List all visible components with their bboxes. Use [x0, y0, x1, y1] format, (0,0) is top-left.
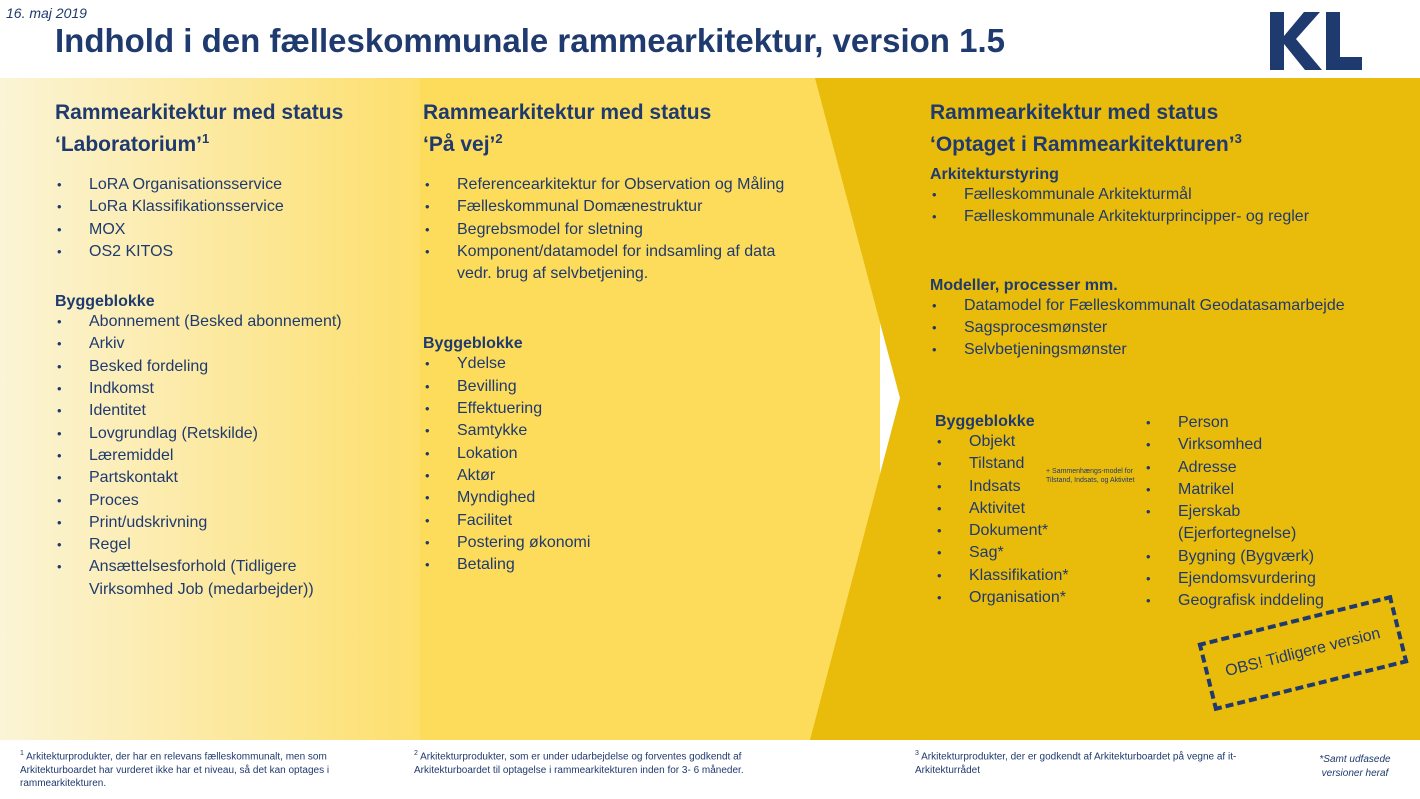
list-item: • Identitet — [55, 400, 395, 422]
list-item: • Aktivitet — [935, 498, 1145, 520]
column-optaget — [930, 100, 1410, 361]
list-item: • MOX — [55, 219, 395, 241]
list-item-continuation: vedr. brug af selvbetjening. — [457, 265, 649, 283]
list-item: • Indkomst — [55, 378, 395, 400]
list-item: • Sag* — [935, 542, 1145, 564]
optaget-byggeblokke-right — [1144, 412, 1414, 613]
list-item: • Selvbetjeningsmønster — [930, 339, 1410, 361]
list-item: • Organisation* — [935, 587, 1145, 609]
list-item: • Klassifikation* — [935, 565, 1145, 587]
list-item: • Fælleskommunal Domænestruktur — [423, 196, 843, 218]
list-item: • Bygning (Bygværk) — [1144, 546, 1414, 568]
column-laboratorium — [55, 100, 395, 601]
list-item: • Print/udskrivning — [55, 512, 395, 534]
byggeblokke-list — [935, 431, 1145, 609]
laboratorium-list — [55, 174, 395, 263]
list-item: • Facilitet — [423, 510, 843, 532]
list-item: • Sagsprocesmønster — [930, 317, 1410, 339]
byggeblokke-list — [55, 311, 395, 601]
list-item: • Arkiv — [55, 333, 395, 355]
list-item: • Fælleskommunale Arkitekturprincipper- og regler — [930, 206, 1410, 228]
list-item: • Virksomhed — [1144, 434, 1414, 456]
column-heading: Rammearkitektur med status ‘Laboratorium’$^1$ — [55, 101, 344, 156]
byggeblokke-title: Byggeblokke — [55, 293, 155, 311]
column-paa-vej — [423, 100, 843, 576]
list-item: • Geografisk inddeling — [1144, 590, 1414, 612]
byggeblokke-list — [1144, 412, 1414, 613]
list-item: • LoRA Organisationsservice — [55, 174, 395, 196]
list-item: • Myndighed — [423, 487, 843, 509]
list-item: • Ansættelsesforhold (Tidligere — [55, 556, 395, 578]
list-item: • OS2 KITOS — [55, 241, 395, 263]
list-item: • Abonnement (Besked abonnement) — [55, 311, 395, 333]
list-item: • Objekt — [935, 431, 1145, 453]
list-item: • Betaling — [423, 554, 843, 576]
list-item: • Matrikel — [1144, 479, 1414, 501]
list-item: • Begrebsmodel for sletning — [423, 219, 843, 241]
list-item: • Besked fordeling — [55, 356, 395, 378]
list-item: • Person — [1144, 412, 1414, 434]
list-item: • Samtykke — [423, 420, 843, 442]
byggeblokke-title: Byggeblokke — [423, 335, 523, 353]
list-item-continuation: Virksomhed Job (medarbejder)) — [89, 580, 314, 598]
sammenhaengsmodel-note: + Sammenhængs-model for Tilstand, Indsats, og Aktivitet — [1046, 468, 1135, 484]
list-item: • Bevilling — [423, 376, 843, 398]
modeller-list — [930, 295, 1410, 362]
list-item: • Adresse — [1144, 457, 1414, 479]
list-item: • Læremiddel — [55, 445, 395, 467]
optaget-byggeblokke-left — [935, 413, 1145, 609]
list-item: • Postering økonomi — [423, 532, 843, 554]
list-item: • Dokument* — [935, 520, 1145, 542]
list-item: • Indsats — [935, 476, 1145, 498]
list-item: • Ejendomsvurdering — [1144, 568, 1414, 590]
footnote-asterisk: *Samt udfasede versioner heraf — [1319, 754, 1391, 779]
list-item: • Partskontakt — [55, 467, 395, 489]
list-item: • Aktør — [423, 465, 843, 487]
list-item: • Komponent/datamodel for indsamling af data — [423, 241, 843, 263]
list-item: • Effektuering — [423, 398, 843, 420]
paa-vej-list — [423, 174, 843, 285]
footnote-3: $^3$ Arkitekturprodukter, der er godkendt af Arkitekturboardet på vegne af it-Arkitekturrådet — [915, 750, 1237, 776]
modeller-title: Modeller, processer mm. — [930, 276, 1118, 294]
arkitekturstyring-list — [930, 184, 1410, 229]
byggeblokke-title: Byggeblokke — [935, 413, 1035, 430]
byggeblokke-list — [423, 353, 843, 576]
kl-logo — [1270, 12, 1362, 72]
page-title: Indhold i den fælleskommunale rammearkitektur, version 1.5 — [55, 22, 1005, 59]
arkitekturstyring-title: Arkitekturstyring — [930, 166, 1059, 183]
list-item: • Lovgrundlag (Retskilde) — [55, 423, 395, 445]
list-item: • Tilstand — [935, 453, 1145, 475]
list-item: • Datamodel for Fælleskommunalt Geodatasamarbejde — [930, 295, 1410, 317]
footnote-1: $^1$ Arkitekturprodukter, der har en relevans fælleskommunalt, men som Arkitekturboardet har vurderet ikke har et niveau, så det kan optages i rammearkitekturen. — [20, 750, 330, 790]
column-heading: Rammearkitektur med status ‘Optaget i Rammearkitekturen’$^3$ — [930, 101, 1242, 156]
obs-stamp: OBS! Tidligere version — [1198, 595, 1409, 711]
list-item: • Referencearkitektur for Observation og Måling — [423, 174, 843, 196]
footnote-2: $^2$ Arkitekturprodukter, som er under udarbejdelse og forventes godkendt af Arkitekturboardet til optagelse i rammearkitekturen inden for 3- 6 måneder. — [414, 750, 744, 776]
date: 16. maj 2019 — [6, 5, 87, 21]
list-item: • Regel — [55, 534, 395, 556]
list-item: • Fælleskommunale Arkitekturmål — [930, 184, 1410, 206]
list-item: • Lokation — [423, 443, 843, 465]
list-item: • Ydelse — [423, 353, 843, 375]
list-item-continuation: (Ejerfortegnelse) — [1178, 525, 1297, 543]
column-heading: Rammearkitektur med status ‘På vej’$^2$ — [423, 101, 712, 156]
list-item: • Proces — [55, 490, 395, 512]
list-item: • Ejerskab — [1144, 501, 1414, 523]
list-item: • LoRa Klassifikationsservice — [55, 196, 395, 218]
